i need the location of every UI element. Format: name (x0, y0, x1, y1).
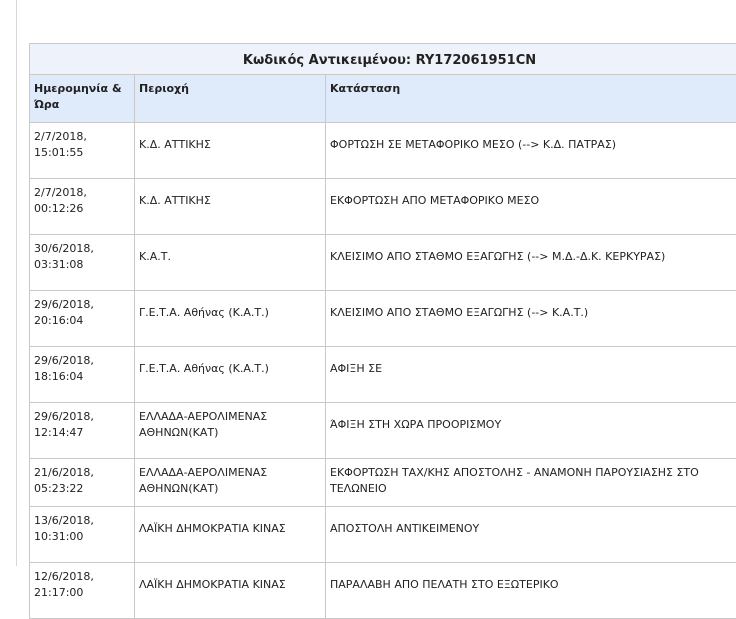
area-value-line1: ΛΑΪΚΗ ΔΗΜΟΚΡΑΤΙΑ ΚΙΝΑΣ (139, 577, 321, 593)
cell-date-time (30, 235, 135, 291)
status-value-line1: ΚΛΕΙΣΙΜΟ ΑΠΟ ΣΤΑΘΜΟ ΕΞΑΓΩΓΗΣ (--> Κ.Α.Τ.) (330, 305, 736, 321)
cell-date-time (30, 179, 135, 235)
date-value: 29/6/2018, (34, 353, 130, 369)
time-value: 20:16:04 (34, 313, 130, 329)
date-value: 29/6/2018, (34, 409, 130, 425)
cell-status (326, 235, 736, 291)
status-value-line1: ΕΚΦΟΡΤΩΣΗ ΑΠΟ ΜΕΤΑΦΟΡΙΚΟ ΜΕΣΟ (330, 193, 736, 209)
table-row (30, 563, 736, 619)
area-value-line1: ΕΛΛΑΔΑ-ΑΕΡΟΛΙΜΕΝΑΣ (139, 409, 321, 425)
status-value-line2: ΤΕΛΩΝΕΙΟ (330, 481, 736, 497)
cell-area (135, 459, 326, 507)
status-value-line1: ΦΟΡΤΩΣΗ ΣΕ ΜΕΤΑΦΟΡΙΚΟ ΜΕΣΟ (--> Κ.Δ. ΠΑΤΡΑΣ) (330, 137, 736, 153)
cell-status (326, 403, 736, 459)
column-header-area: Περιοχή (135, 75, 326, 123)
table-row (30, 459, 736, 507)
table-row (30, 403, 736, 459)
area-value-line2: ΑΘΗΝΩΝ(ΚΑΤ) (139, 425, 321, 441)
table-header-row (30, 75, 736, 123)
cell-date-time (30, 403, 135, 459)
column-header-date (30, 75, 135, 123)
cell-date-time (30, 291, 135, 347)
time-value: 21:17:00 (34, 585, 130, 601)
date-value: 2/7/2018, (34, 129, 130, 145)
table-row (30, 123, 736, 179)
page-left-border (16, 0, 17, 566)
column-header-date-line2: Ώρα (34, 97, 130, 113)
cell-date-time (30, 507, 135, 563)
cell-status (326, 459, 736, 507)
cell-status (326, 563, 736, 619)
time-value: 15:01:55 (34, 145, 130, 161)
date-value: 29/6/2018, (34, 297, 130, 313)
cell-status (326, 291, 736, 347)
table-row (30, 235, 736, 291)
column-header-status: Κατάσταση (326, 75, 736, 123)
cell-area (135, 347, 326, 403)
cell-area (135, 235, 326, 291)
cell-date-time (30, 347, 135, 403)
time-value: 10:31:00 (34, 529, 130, 545)
area-value-line1: ΛΑΪΚΗ ΔΗΜΟΚΡΑΤΙΑ ΚΙΝΑΣ (139, 521, 321, 537)
cell-status (326, 179, 736, 235)
status-value-line1: ΕΚΦΟΡΤΩΣΗ ΤΑΧ/ΚΗΣ ΑΠΟΣΤΟΛΗΣ - ΑΝΑΜΟΝΗ ΠΑΡΟΥΣΙΑΣΗΣ ΣΤΟ (330, 465, 736, 481)
time-value: 03:31:08 (34, 257, 130, 273)
date-value: 12/6/2018, (34, 569, 130, 585)
cell-area (135, 563, 326, 619)
date-value: 21/6/2018, (34, 465, 130, 481)
area-value-line1: ΕΛΛΑΔΑ-ΑΕΡΟΛΙΜΕΝΑΣ (139, 465, 321, 481)
area-value-line1: Κ.Δ. ΑΤΤΙΚΗΣ (139, 193, 321, 209)
area-value-line1: Κ.Α.Τ. (139, 249, 321, 265)
cell-area (135, 179, 326, 235)
table-row (30, 291, 736, 347)
time-value: 12:14:47 (34, 425, 130, 441)
status-value-line1: ΚΛΕΙΣΙΜΟ ΑΠΟ ΣΤΑΘΜΟ ΕΞΑΓΩΓΗΣ (--> Μ.Δ.-Δ.Κ. ΚΕΡΚΥΡΑΣ) (330, 249, 736, 265)
cell-status (326, 347, 736, 403)
table-row (30, 347, 736, 403)
table-row (30, 507, 736, 563)
cell-area (135, 403, 326, 459)
time-value: 05:23:22 (34, 481, 130, 497)
cell-status (326, 123, 736, 179)
cell-area (135, 291, 326, 347)
status-value-line1: ΆΦΙΞΗ ΣΤΗ ΧΩΡΑ ΠΡΟΟΡΙΣΜΟΥ (330, 417, 736, 433)
tracking-code-title: Κωδικός Αντικειμένου: RY172061951CN (30, 44, 736, 75)
time-value: 18:16:04 (34, 369, 130, 385)
status-value-line1: ΠΑΡΑΛΑΒΗ ΑΠΟ ΠΕΛΑΤΗ ΣΤΟ ΕΞΩΤΕΡΙΚΟ (330, 577, 736, 593)
date-value: 13/6/2018, (34, 513, 130, 529)
cell-status (326, 507, 736, 563)
table-row (30, 179, 736, 235)
area-value-line1: Γ.Ε.Τ.Α. Αθήνας (Κ.Α.Τ.) (139, 305, 321, 321)
area-value-line1: Γ.Ε.Τ.Α. Αθήνας (Κ.Α.Τ.) (139, 361, 321, 377)
tracking-history-table (29, 43, 736, 619)
area-value-line1: Κ.Δ. ΑΤΤΙΚΗΣ (139, 137, 321, 153)
status-value-line1: ΑΠΟΣΤΟΛΗ ΑΝΤΙΚΕΙΜΕΝΟΥ (330, 521, 736, 537)
status-value-line1: ΑΦΙΞΗ ΣΕ (330, 361, 736, 377)
table-title-row (30, 44, 736, 75)
cell-area (135, 507, 326, 563)
area-value-line2: ΑΘΗΝΩΝ(ΚΑΤ) (139, 481, 321, 497)
cell-date-time (30, 123, 135, 179)
cell-area (135, 123, 326, 179)
time-value: 00:12:26 (34, 201, 130, 217)
date-value: 2/7/2018, (34, 185, 130, 201)
column-header-date-line1: Ημερομηνία & (34, 81, 130, 97)
date-value: 30/6/2018, (34, 241, 130, 257)
cell-date-time (30, 563, 135, 619)
cell-date-time (30, 459, 135, 507)
